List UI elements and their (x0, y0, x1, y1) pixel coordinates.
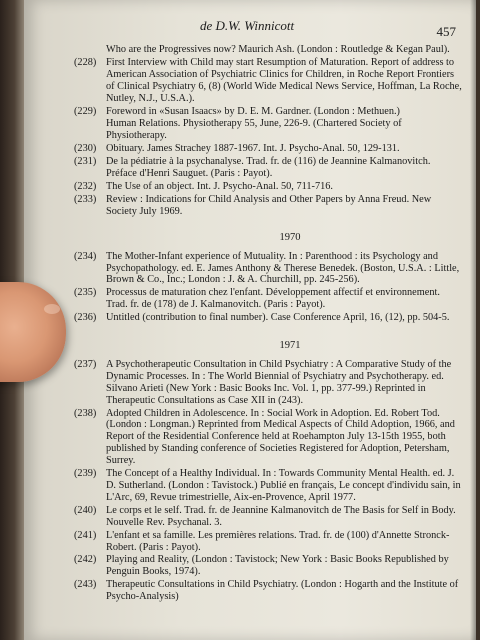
entries-1969 (74, 44, 462, 218)
entry-text: Adopted Children in Adolescence. In : Social Work in Adoption. Ed. Robert Tod. (London : Longman.) Reprinted from Medical Aspects of Child Adoption, 1966, and Report of the Residential Conference held at Roehampton July 13-15th 1955, both published by Standing conference of Societies Registered for Adoption, Petersham, Surrey. (106, 407, 455, 467)
entry-text: The Mother-Infant experience of Mutuality. In : Parenthood : its Psychology and Psychopathology. ed. E. James Anthony & Therese Benedek. (Boston, U.S.A. : Little, Brown & Co., Inc.; London : J. & A. Churchill, pp. 245-256). (106, 250, 460, 286)
entry-number: (237) (74, 358, 97, 370)
entry-number: (241) (74, 529, 97, 541)
entry-text: A Psychotherapeutic Consultation in Child Psychiatry : A Comparative Study of the Dynamic Processes. In : The World Biennial of Psychiatry and Psychotherapy. ed. Silvano Arieti (New York : Basic Books Inc. Vol. 1, pp. 377-99.) Reprinted in Therapeutic Consultations as Case XII in (243). (106, 358, 452, 406)
entry-number: (243) (74, 579, 97, 591)
entry-number: (229) (74, 105, 97, 117)
entry-text: Le corps et le self. Trad. fr. de Jeannine Kalmanovitch de The Basis for Self in Body. Nouvelle Rev. Psychanal. 3. (106, 504, 456, 528)
entry-text: Processus de maturation chez l'enfant. Développement affectif et environnement. Trad. fr. de (178) de J. Kalmanovitch. (Paris : Payot). (106, 287, 440, 311)
bibliography-entry (74, 143, 462, 155)
year-heading-1971: 1971 (279, 340, 301, 352)
bibliography-entry (74, 156, 462, 180)
bibliography-entry (74, 250, 462, 287)
book-page (24, 0, 476, 640)
entry-number: (239) (74, 468, 97, 480)
entry-number: (240) (74, 504, 97, 516)
entry-text: Untitled (contribution to final number). Case Conference April, 16, (12), pp. 504-5. (106, 312, 450, 324)
bibliography-entry (74, 287, 462, 311)
page-edge-shadow (470, 0, 476, 640)
bibliography (74, 44, 462, 604)
page-number: 457 (436, 24, 456, 39)
bibliography-entry (78, 44, 462, 56)
entry-text: De la pédiatrie à la psychanalyse. Trad. fr. de (116) de Jeannine Kalmanovitch. Préface d'Henri Sauguet. (Paris : Payot). (106, 156, 431, 180)
entry-number: (228) (74, 56, 97, 68)
entry-number: (232) (74, 180, 97, 192)
entry-text: The Use of an object. Int. J. Psycho-Anal. 50, 711-716. (106, 180, 333, 192)
entries-1971 (74, 358, 462, 603)
entry-number: (236) (74, 312, 97, 324)
entry-text: Who are the Progressives now? Maurich Ash. (London : Routledge & Kegan Paul). (106, 44, 450, 55)
entry-text: Playing and Reality, (London : Tavistock; New York : Basic Books Republished by Penguin Books, 1974). (106, 554, 449, 578)
entry-number: (234) (74, 250, 97, 262)
entry-text: First Interview with Child may start Resumption of Maturation. Report of address to American Association of Psychiatric Clinics for Children, in Roche Report Frontiers of Clinical Psychiatry 6, (8) (World Wide Medical News Service, Hoffman, La Roche, Nutley, N.J., U.S.A.). (106, 56, 462, 104)
bibliography-entry (74, 554, 462, 578)
entry-number: (238) (74, 407, 97, 419)
entry-text: Foreword in «Susan Isaacs» by D. E. M. Gardner. (London : Methuen.) (106, 105, 400, 117)
entry-number: (233) (74, 193, 97, 205)
bibliography-entry (74, 180, 462, 193)
bibliography-entry (74, 468, 462, 504)
entry-number: (231) (74, 156, 97, 168)
entry-text: Therapeutic Consultations in Child Psychiatry. (London : Hogarth and the Institute of Psycho-Analysis) (106, 579, 459, 603)
bibliography-entry (78, 118, 462, 142)
bibliography-entry (74, 407, 462, 468)
entry-text: Human Relations. Physiotherapy 55, June, 226-9. (Chartered Society of Physiotherapy. (106, 118, 402, 142)
bibliography-entry (74, 56, 462, 105)
bibliography-entry (74, 312, 462, 324)
page-header (24, 18, 476, 39)
entry-text: The Concept of a Healthy Individual. In : Towards Community Mental Health. ed. J. D. Sutherland. (London : Tavistock.) Publié en français, Le concept d'individu sain, in L'Arc, 69, Revue trimestrielle, Aix-en-Provence, April 1977. (106, 468, 461, 503)
entries-1970 (74, 250, 462, 324)
entry-number: (235) (74, 287, 97, 299)
bibliography-entry (74, 504, 462, 529)
entry-number: (230) (74, 143, 97, 155)
bibliography-entry (74, 579, 462, 603)
entry-text: L'enfant et sa famille. Les premières relations. Trad. fr. de (100) d'Annette Stronck-Robert. (Paris : Payot). (106, 529, 450, 553)
thumb-highlight (44, 304, 60, 314)
entry-text: Obituary. James Strachey 1887-1967. Int. J. Psycho-Anal. 50, 129-131. (106, 143, 400, 155)
running-title: de D.W. Winnicott (200, 18, 295, 33)
entry-text: Review : Indications for Child Analysis and Other Papers by Anna Freud. New Society July 1969. (106, 193, 432, 217)
bibliography-entry (74, 529, 462, 554)
entry-number: (242) (74, 554, 97, 566)
bibliography-entry (74, 358, 462, 407)
year-heading-1970: 1970 (279, 231, 301, 243)
bibliography-entry (74, 193, 462, 218)
bibliography-entry (74, 105, 462, 118)
